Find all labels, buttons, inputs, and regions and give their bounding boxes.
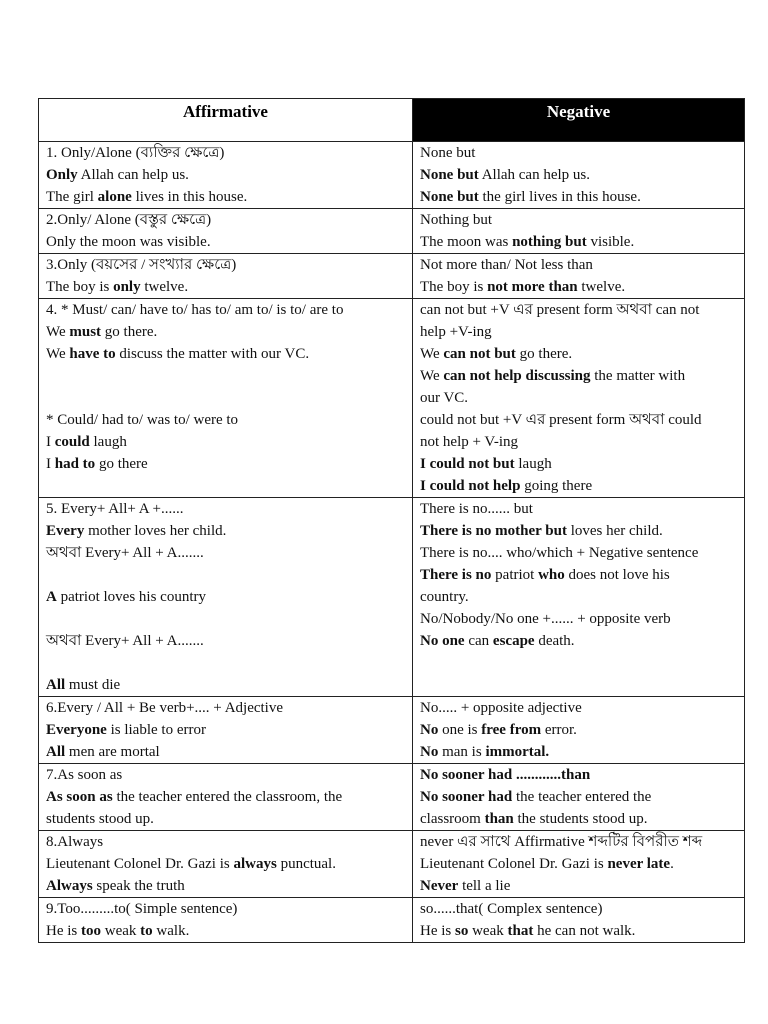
plain-text: The moon was bbox=[420, 234, 513, 250]
text-line bbox=[420, 697, 740, 719]
plain-text: 5. Every+ All+ A +...... bbox=[46, 501, 184, 517]
affirmative-cell bbox=[39, 299, 413, 498]
text-line bbox=[46, 142, 408, 164]
text-line bbox=[46, 409, 408, 431]
text-line bbox=[46, 741, 408, 763]
bold-text: No sooner had ............than bbox=[420, 767, 591, 783]
affirmative-cell bbox=[39, 764, 413, 831]
affirmative-header: Affirmative bbox=[39, 99, 413, 142]
affirmative-cell bbox=[39, 831, 413, 898]
plain-text: so......that( Complex sentence) bbox=[420, 901, 603, 917]
text-line bbox=[46, 299, 408, 321]
plain-text: 6.Every / All + Be verb+.... + Adjective bbox=[46, 700, 283, 716]
text-line bbox=[420, 142, 740, 164]
plain-text: 4. * Must/ can/ have to/ has to/ am to/ is to/ are to bbox=[46, 302, 344, 318]
plain-text: . bbox=[670, 856, 674, 872]
bold-text: All bbox=[46, 744, 66, 760]
text-line bbox=[420, 520, 740, 542]
text-line bbox=[420, 786, 740, 808]
plain-text: must die bbox=[65, 677, 121, 693]
bold-text: I could not help bbox=[420, 478, 521, 494]
plain-text: can bbox=[464, 633, 493, 649]
plain-text: patriot loves his country bbox=[56, 589, 206, 605]
bold-text: None but bbox=[420, 189, 479, 205]
plain-text: going there bbox=[520, 478, 593, 494]
text-line bbox=[46, 898, 408, 920]
text-line bbox=[420, 498, 740, 520]
plain-text: We bbox=[46, 346, 70, 362]
plain-text: অথবা Every+ All + A....... bbox=[46, 545, 204, 561]
text-line bbox=[420, 831, 740, 853]
plain-text: error. bbox=[541, 722, 577, 738]
plain-text: weak bbox=[468, 923, 508, 939]
plain-text: laugh bbox=[89, 434, 127, 450]
text-line bbox=[46, 164, 408, 186]
text-line bbox=[420, 898, 740, 920]
plain-text: loves her child. bbox=[566, 523, 663, 539]
plain-text: country. bbox=[420, 589, 469, 605]
text-line bbox=[420, 808, 740, 830]
plain-text: mother loves her child. bbox=[84, 523, 227, 539]
text-line bbox=[420, 164, 740, 186]
plain-text: I bbox=[46, 434, 55, 450]
bold-text: escape bbox=[492, 633, 535, 649]
plain-text: the students stood up. bbox=[513, 811, 648, 827]
text-line bbox=[46, 387, 408, 409]
plain-text: 1. Only/Alone (ব্যক্তির ক্ষেত্রে) bbox=[46, 145, 225, 161]
table-row bbox=[39, 209, 745, 254]
plain-text: There is no...... but bbox=[420, 501, 533, 517]
plain-text: speak the truth bbox=[92, 878, 185, 894]
bold-text: to bbox=[140, 923, 153, 939]
bold-text: No one bbox=[420, 633, 465, 649]
plain-text: the girl lives in this house. bbox=[478, 189, 641, 205]
affirmative-cell bbox=[39, 697, 413, 764]
table-row bbox=[39, 299, 745, 498]
table-row bbox=[39, 498, 745, 697]
plain-text: * Could/ had to/ was to/ were to bbox=[46, 412, 239, 428]
transformation-table bbox=[38, 98, 745, 943]
plain-text: our VC. bbox=[420, 390, 469, 406]
bold-text: None but bbox=[420, 167, 479, 183]
plain-text: go there. bbox=[515, 346, 573, 362]
plain-text: I bbox=[46, 456, 55, 472]
text-line bbox=[46, 453, 408, 475]
text-line bbox=[420, 674, 740, 696]
bold-text: All bbox=[46, 677, 66, 693]
bold-text: could bbox=[54, 434, 90, 450]
plain-text: 3.Only (বয়সের / সংখ্যার ক্ষেত্রে) bbox=[46, 257, 237, 273]
text-line bbox=[420, 409, 740, 431]
plain-text: he can not walk. bbox=[533, 923, 636, 939]
plain-text: classroom bbox=[420, 811, 485, 827]
plain-text: Lieutenant Colonel Dr. Gazi is bbox=[46, 856, 234, 872]
text-line bbox=[420, 608, 740, 630]
bold-text: No sooner had bbox=[420, 789, 513, 805]
text-line bbox=[420, 853, 740, 875]
plain-text: tell a lie bbox=[458, 878, 511, 894]
table-row bbox=[39, 764, 745, 831]
text-line bbox=[46, 254, 408, 276]
bold-text: never late bbox=[607, 856, 671, 872]
text-line bbox=[420, 321, 740, 343]
plain-text: the matter with bbox=[590, 368, 686, 384]
bold-text: have to bbox=[69, 346, 116, 362]
table-header-row bbox=[39, 99, 745, 142]
plain-text: one is bbox=[438, 722, 482, 738]
bold-text: can not but bbox=[443, 346, 516, 362]
text-line bbox=[420, 186, 740, 208]
plain-text: No..... + opposite adjective bbox=[420, 700, 582, 716]
text-line bbox=[46, 475, 408, 497]
plain-text: 9.Too.........to( Simple sentence) bbox=[46, 901, 238, 917]
text-line bbox=[420, 586, 740, 608]
plain-text: twelve. bbox=[140, 279, 189, 295]
bold-text: that bbox=[507, 923, 534, 939]
text-line bbox=[420, 475, 740, 497]
text-line bbox=[46, 808, 408, 830]
text-line bbox=[46, 276, 408, 298]
bold-text: free from bbox=[481, 722, 542, 738]
bold-text: A bbox=[46, 589, 57, 605]
negative-cell bbox=[413, 898, 745, 943]
plain-text: He is bbox=[420, 923, 455, 939]
plain-text: There is no.... who/which + Negative sentence bbox=[420, 545, 699, 561]
bold-text: than bbox=[484, 811, 514, 827]
text-line bbox=[420, 719, 740, 741]
affirmative-cell bbox=[39, 898, 413, 943]
table-row bbox=[39, 898, 745, 943]
text-line bbox=[46, 365, 408, 387]
plain-text: not help + V-ing bbox=[420, 434, 519, 450]
text-line bbox=[420, 254, 740, 276]
text-line bbox=[46, 564, 408, 586]
text-line bbox=[46, 764, 408, 786]
bold-text: can not help discussing bbox=[443, 368, 591, 384]
text-line bbox=[46, 586, 408, 608]
bold-text: Always bbox=[46, 878, 93, 894]
plain-text: None but bbox=[420, 145, 476, 161]
table-row bbox=[39, 697, 745, 764]
bold-text: Never bbox=[420, 878, 459, 894]
text-line bbox=[420, 365, 740, 387]
affirmative-cell bbox=[39, 142, 413, 209]
plain-text: visible. bbox=[586, 234, 635, 250]
bold-text: must bbox=[69, 324, 102, 340]
text-line bbox=[420, 875, 740, 897]
text-line bbox=[420, 387, 740, 409]
bold-text: too bbox=[81, 923, 101, 939]
plain-text: The boy is bbox=[46, 279, 114, 295]
plain-text: We bbox=[46, 324, 70, 340]
bold-text: so bbox=[455, 923, 469, 939]
affirmative-cell bbox=[39, 254, 413, 299]
negative-cell bbox=[413, 209, 745, 254]
bold-text: only bbox=[113, 279, 141, 295]
text-line bbox=[420, 343, 740, 365]
bold-text: As soon as bbox=[46, 789, 113, 805]
text-line bbox=[420, 299, 740, 321]
table-row bbox=[39, 831, 745, 898]
text-line bbox=[420, 209, 740, 231]
text-line bbox=[46, 321, 408, 343]
bold-text: No bbox=[420, 744, 439, 760]
bold-text: nothing but bbox=[512, 234, 587, 250]
text-line bbox=[46, 853, 408, 875]
negative-cell bbox=[413, 299, 745, 498]
bold-text: always bbox=[233, 856, 277, 872]
plain-text: 8.Always bbox=[46, 834, 104, 850]
plain-text: laugh bbox=[514, 456, 552, 472]
plain-text: The girl bbox=[46, 189, 98, 205]
text-line bbox=[420, 276, 740, 298]
table-row bbox=[39, 254, 745, 299]
plain-text: Allah can help us. bbox=[478, 167, 590, 183]
plain-text: never এর সাথে Affirmative শব্দটির বিপরীত শব্দ bbox=[420, 834, 703, 850]
text-line bbox=[420, 542, 740, 564]
bold-text: There is no mother but bbox=[420, 523, 567, 539]
plain-text: Allah can help us. bbox=[77, 167, 189, 183]
text-line bbox=[46, 186, 408, 208]
text-line bbox=[46, 231, 408, 253]
text-line bbox=[420, 630, 740, 652]
text-line bbox=[46, 719, 408, 741]
text-line bbox=[46, 542, 408, 564]
text-line bbox=[46, 786, 408, 808]
text-line bbox=[46, 209, 408, 231]
plain-text: the teacher entered the bbox=[512, 789, 652, 805]
bold-text: Every bbox=[46, 523, 85, 539]
text-line bbox=[46, 608, 408, 630]
text-line bbox=[46, 498, 408, 520]
plain-text: death. bbox=[534, 633, 575, 649]
affirmative-cell bbox=[39, 498, 413, 697]
plain-text: Not more than/ Not less than bbox=[420, 257, 593, 273]
plain-text: Nothing but bbox=[420, 212, 493, 228]
text-line bbox=[46, 875, 408, 897]
bold-text: Only bbox=[46, 167, 78, 183]
plain-text: help +V-ing bbox=[420, 324, 492, 340]
text-line bbox=[46, 831, 408, 853]
text-line bbox=[46, 920, 408, 942]
text-line bbox=[46, 520, 408, 542]
plain-text: could not but +V এর present form অথবা could bbox=[420, 412, 702, 428]
text-line bbox=[420, 741, 740, 763]
bold-text: alone bbox=[97, 189, 132, 205]
plain-text: We bbox=[420, 346, 444, 362]
text-line bbox=[420, 764, 740, 786]
text-line bbox=[420, 652, 740, 674]
plain-text: walk. bbox=[152, 923, 190, 939]
plain-text: go there. bbox=[101, 324, 158, 340]
affirmative-cell bbox=[39, 209, 413, 254]
plain-text: men are mortal bbox=[65, 744, 160, 760]
bold-text: who bbox=[538, 567, 565, 583]
bold-text: Everyone bbox=[46, 722, 107, 738]
plain-text: punctual. bbox=[276, 856, 336, 872]
plain-text: go there bbox=[95, 456, 148, 472]
table-row bbox=[39, 142, 745, 209]
plain-text: lives in this house. bbox=[131, 189, 248, 205]
plain-text: is liable to error bbox=[106, 722, 206, 738]
bold-text: I could not but bbox=[420, 456, 515, 472]
table-body bbox=[39, 142, 745, 943]
plain-text: No/Nobody/No one +...... + opposite verb bbox=[420, 611, 671, 627]
text-line bbox=[46, 630, 408, 652]
plain-text: 2.Only/ Alone (বস্তুর ক্ষেত্রে) bbox=[46, 212, 212, 228]
negative-cell bbox=[413, 764, 745, 831]
text-line bbox=[420, 231, 740, 253]
negative-cell bbox=[413, 697, 745, 764]
text-line bbox=[46, 431, 408, 453]
bold-text: not more than bbox=[487, 279, 578, 295]
text-line bbox=[420, 564, 740, 586]
negative-header: Negative bbox=[413, 99, 745, 142]
text-line bbox=[46, 674, 408, 696]
negative-cell bbox=[413, 254, 745, 299]
text-line bbox=[420, 453, 740, 475]
bold-text: had to bbox=[54, 456, 96, 472]
negative-cell bbox=[413, 498, 745, 697]
plain-text: We bbox=[420, 368, 444, 384]
plain-text: man is bbox=[438, 744, 486, 760]
bold-text: immortal. bbox=[485, 744, 550, 760]
plain-text: The boy is bbox=[420, 279, 488, 295]
plain-text: 7.As soon as bbox=[46, 767, 123, 783]
text-line bbox=[46, 652, 408, 674]
plain-text: does not love his bbox=[564, 567, 670, 583]
plain-text: অথবা Every+ All + A....... bbox=[46, 633, 204, 649]
document-page bbox=[38, 98, 744, 943]
negative-cell bbox=[413, 831, 745, 898]
plain-text: twelve. bbox=[577, 279, 626, 295]
text-line bbox=[420, 920, 740, 942]
bold-text: There is no bbox=[420, 567, 492, 583]
plain-text: He is bbox=[46, 923, 81, 939]
bold-text: No bbox=[420, 722, 439, 738]
plain-text: weak bbox=[101, 923, 141, 939]
plain-text: Lieutenant Colonel Dr. Gazi is bbox=[420, 856, 608, 872]
plain-text: students stood up. bbox=[46, 811, 154, 827]
text-line bbox=[46, 697, 408, 719]
text-line bbox=[46, 343, 408, 365]
text-line bbox=[420, 431, 740, 453]
negative-cell bbox=[413, 142, 745, 209]
plain-text: patriot bbox=[491, 567, 539, 583]
plain-text: can not but +V এর present form অথবা can not bbox=[420, 302, 700, 318]
plain-text: discuss the matter with our VC. bbox=[115, 346, 310, 362]
plain-text: Only the moon was visible. bbox=[46, 234, 211, 250]
plain-text: the teacher entered the classroom, the bbox=[112, 789, 343, 805]
